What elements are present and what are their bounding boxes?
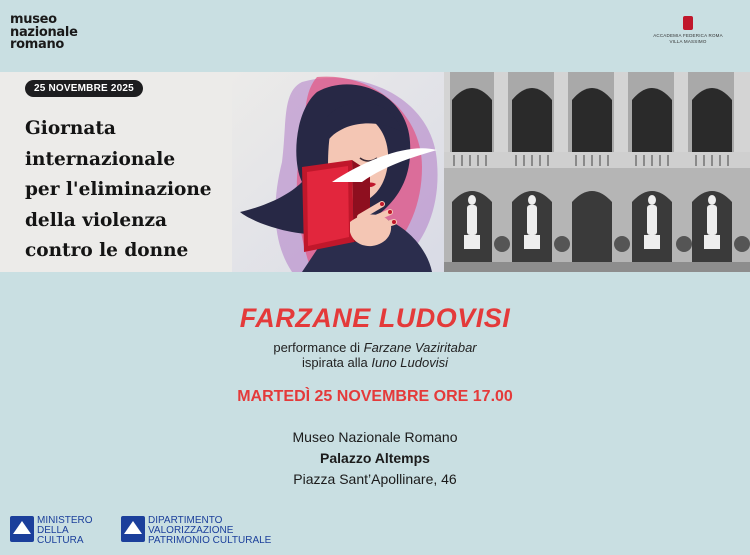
woman-reading-illustration	[232, 72, 444, 272]
venue-address: Piazza Sant’Apollinare, 46	[293, 471, 457, 487]
department-line: VALORIZZAZIONE	[148, 525, 234, 536]
ministry-line: DELLA	[37, 525, 69, 536]
performer-line	[0, 340, 750, 355]
performer-name: Farzane Vaziritabar	[363, 340, 477, 355]
performer-prefix: performance di	[273, 340, 364, 355]
museum-logo-line: museo	[10, 12, 57, 27]
headline-line: per l'eliminazione	[25, 179, 212, 200]
headline-line: della violenza	[25, 209, 168, 231]
ministry-line: MINISTERO	[37, 515, 93, 526]
event-datetime: MARTEDÌ 25 NOVEMBRE ORE 17.00	[237, 388, 513, 405]
headline-line: contro le donne	[25, 240, 189, 261]
accademia-logo	[648, 16, 728, 45]
museum-logo-line: romano	[10, 37, 65, 52]
department-line: PATRIMONIO CULTURALE	[148, 535, 272, 546]
palazzo-courtyard-photo	[444, 72, 750, 272]
palazzo-name: Palazzo Altemps	[320, 450, 430, 466]
museum-logo	[10, 14, 78, 52]
mic-emblem-icon	[10, 516, 34, 542]
department-line: DIPARTIMENTO	[148, 515, 223, 526]
accademia-emblem-icon	[683, 16, 693, 30]
ministry-logo	[10, 516, 93, 546]
department-logo	[121, 516, 271, 546]
accademia-subname: VILLA MASSIMO	[669, 39, 707, 44]
event-banner	[0, 72, 750, 272]
inspiration-name: Iuno Ludovisi	[371, 355, 448, 370]
museum-logo-line: nazionale	[10, 24, 78, 40]
headline-line: internazionale	[25, 148, 176, 170]
inspiration-line	[0, 355, 750, 370]
accademia-name: ACCADEMIA FEDERICA ROMA	[653, 33, 723, 38]
headline-line: Giornata	[25, 118, 116, 139]
date-badge: 25 NOVEMBRE 2025	[25, 80, 143, 97]
event-title: FARZANE LUDOVISI	[239, 303, 511, 333]
mic-emblem-icon	[121, 516, 145, 542]
ministry-line: CULTURA	[37, 535, 84, 546]
inspiration-prefix: ispirata alla	[302, 355, 372, 370]
venue-name: Museo Nazionale Romano	[292, 429, 458, 445]
banner-headline	[25, 114, 212, 267]
